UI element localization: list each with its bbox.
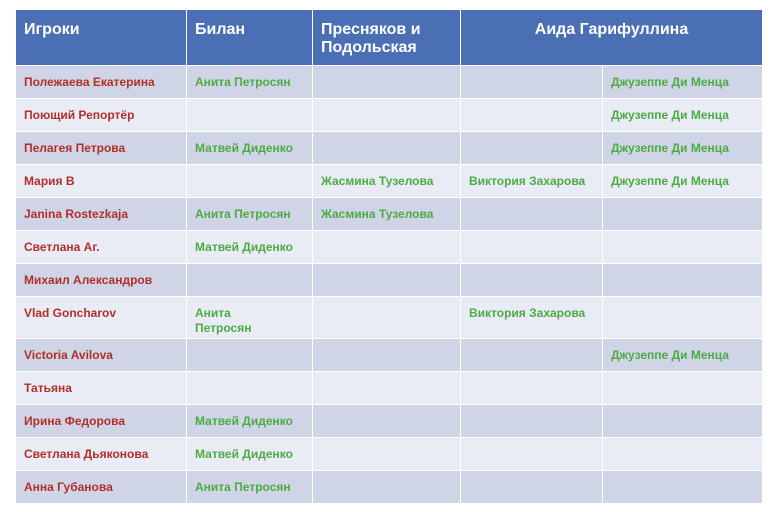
header-bilan: Билан <box>187 10 313 66</box>
bilan-cell <box>187 339 313 372</box>
table-row <box>16 165 763 198</box>
aida-cell-b <box>603 372 763 405</box>
presnyakov-cell: Жасмина Тузелова <box>313 165 461 198</box>
aida-cell-b: Джузеппе Ди Менца <box>603 339 763 372</box>
aida-cell-a: Виктория Захарова <box>461 165 603 198</box>
header-presnyakov-line2: Подольская <box>321 39 417 56</box>
presnyakov-cell <box>313 405 461 438</box>
bilan-cell <box>187 99 313 132</box>
bilan-cell: Анита Петросян <box>187 198 313 231</box>
aida-cell-a <box>461 471 603 504</box>
player-cell: Janina Rostezkaja <box>16 198 187 231</box>
presnyakov-cell <box>313 231 461 264</box>
table-row <box>16 297 763 339</box>
bilan-cell: Матвей Диденко <box>187 132 313 165</box>
table-row <box>16 66 763 99</box>
aida-cell-a <box>461 231 603 264</box>
header-players: Игроки <box>16 10 187 66</box>
presnyakov-cell: Жасмина Тузелова <box>313 198 461 231</box>
player-cell: Поющий Репортёр <box>16 99 187 132</box>
bilan-cell: Анита Петросян <box>187 66 313 99</box>
bilan-cell-line2: Петросян <box>195 321 252 335</box>
header-aida: Аида Гарифуллина <box>461 10 763 66</box>
player-cell: Анна Губанова <box>16 471 187 504</box>
aida-cell-b: Джузеппе Ди Менца <box>603 165 763 198</box>
table-row <box>16 132 763 165</box>
presnyakov-cell <box>313 471 461 504</box>
aida-cell-a <box>461 372 603 405</box>
aida-cell-a <box>461 339 603 372</box>
aida-cell-a: Виктория Захарова <box>461 297 603 339</box>
aida-cell-a <box>461 405 603 438</box>
aida-cell-a <box>461 264 603 297</box>
presnyakov-cell <box>313 132 461 165</box>
aida-cell-b <box>603 438 763 471</box>
player-cell: Vlad Goncharov <box>16 297 187 339</box>
bilan-cell: Матвей Диденко <box>187 231 313 264</box>
bilan-cell: Матвей Диденко <box>187 438 313 471</box>
aida-cell-a <box>461 132 603 165</box>
aida-cell-b <box>603 231 763 264</box>
header-presnyakov <box>313 10 461 66</box>
player-cell: Пелагея Петрова <box>16 132 187 165</box>
header-presnyakov-line1: Пресняков и <box>321 21 421 38</box>
table-row <box>16 99 763 132</box>
aida-cell-b <box>603 471 763 504</box>
table-row <box>16 339 763 372</box>
aida-cell-a <box>461 198 603 231</box>
player-cell: Victoria Avilova <box>16 339 187 372</box>
player-cell: Полежаева Екатерина <box>16 66 187 99</box>
player-cell: Светлана Дьяконова <box>16 438 187 471</box>
table-row <box>16 198 763 231</box>
bilan-cell <box>187 264 313 297</box>
player-cell: Светлана Аг. <box>16 231 187 264</box>
aida-cell-b <box>603 297 763 339</box>
presnyakov-cell <box>313 297 461 339</box>
bilan-cell <box>187 372 313 405</box>
aida-cell-a <box>461 438 603 471</box>
presnyakov-cell <box>313 438 461 471</box>
aida-cell-b <box>603 405 763 438</box>
player-cell: Ирина Федорова <box>16 405 187 438</box>
presnyakov-cell <box>313 339 461 372</box>
table-row <box>16 372 763 405</box>
player-cell: Михаил Александров <box>16 264 187 297</box>
presnyakov-cell <box>313 99 461 132</box>
aida-cell-b <box>603 198 763 231</box>
bilan-cell <box>187 165 313 198</box>
bilan-cell: Анита Петросян <box>187 471 313 504</box>
aida-cell-b: Джузеппе Ди Менца <box>603 66 763 99</box>
bilan-cell-line1: Анита <box>195 306 231 320</box>
presnyakov-cell <box>313 264 461 297</box>
player-cell: Татьяна <box>16 372 187 405</box>
table-row <box>16 438 763 471</box>
players-table <box>15 9 763 504</box>
table-row <box>16 264 763 297</box>
bilan-cell: Матвей Диденко <box>187 405 313 438</box>
table-row <box>16 471 763 504</box>
table-row <box>16 405 763 438</box>
aida-cell-b <box>603 264 763 297</box>
presnyakov-cell <box>313 372 461 405</box>
aida-cell-a <box>461 66 603 99</box>
aida-cell-a <box>461 99 603 132</box>
table-row <box>16 231 763 264</box>
aida-cell-b: Джузеппе Ди Менца <box>603 99 763 132</box>
player-cell: Мария В <box>16 165 187 198</box>
bilan-cell <box>187 297 313 339</box>
header-row <box>16 10 763 66</box>
aida-cell-b: Джузеппе Ди Менца <box>603 132 763 165</box>
presnyakov-cell <box>313 66 461 99</box>
